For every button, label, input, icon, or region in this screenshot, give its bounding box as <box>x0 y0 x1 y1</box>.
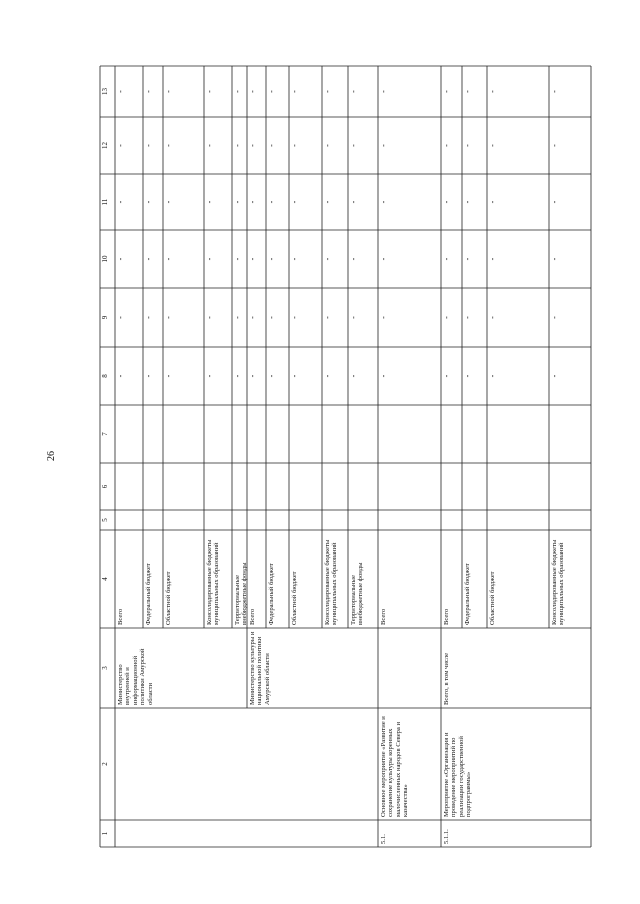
table-cell-source: Консолидированные бюджеты муниципальных образований <box>324 539 339 625</box>
table-cell-c8: - <box>205 374 214 378</box>
table-cell-c13: - <box>233 90 242 93</box>
table-cell-c11: - <box>323 200 332 204</box>
table-cell-c11: - <box>267 200 276 204</box>
table-cell-c10: - <box>323 257 332 261</box>
table-cell-c9: - <box>205 316 214 319</box>
column-header: 3 <box>101 666 109 670</box>
table-cell-c8: - <box>290 374 299 378</box>
table-cell-c10: - <box>488 257 497 261</box>
column-header: 13 <box>101 88 109 95</box>
table-cell-c13: - <box>550 90 559 93</box>
column-header: 9 <box>101 315 109 320</box>
table-cell-c13: - <box>267 90 276 93</box>
table-cell-c10: - <box>442 257 451 261</box>
table-cell-c8: - <box>349 374 358 378</box>
column-header: 12 <box>101 142 109 149</box>
table-cell-c8: - <box>248 374 257 378</box>
table-cell-c13: - <box>248 90 257 93</box>
table-cell-c13: - <box>442 90 451 93</box>
table-cell-executor: Министерство культуры и национальной политики Амурской области <box>249 631 271 705</box>
table-cell-c12: - <box>116 144 125 147</box>
column-header: 10 <box>101 255 109 263</box>
table-cell-c12: - <box>233 144 242 147</box>
table-cell-c10: - <box>379 257 388 261</box>
table-cell-c9: - <box>442 316 451 319</box>
table-cell-c8: - <box>164 374 173 378</box>
table-cell-c13: - <box>323 90 332 93</box>
table-cell-source: Областной бюджет <box>291 571 298 625</box>
table-cell-c10: - <box>463 257 472 261</box>
table-cell-c11: - <box>442 200 451 204</box>
table-cell-c12: - <box>349 144 358 147</box>
table-cell-c9: - <box>164 316 173 319</box>
table-cell-c11: - <box>164 200 173 204</box>
table-cell-c9: - <box>290 316 299 319</box>
table-cell-c10: - <box>164 257 173 261</box>
table-cell-source: Федеральный бюджет <box>145 563 152 625</box>
table-cell-c8: - <box>488 374 497 378</box>
table-cell-c12: - <box>290 144 299 147</box>
table-cell-c11: - <box>116 200 125 204</box>
table-cell-c12: - <box>164 144 173 147</box>
table-cell-c13: - <box>463 90 472 93</box>
table-cell-c9: - <box>349 316 358 319</box>
table-cell-measure: Мероприятие «Организация и проведение мероприятий по реализации государственной подпрограммы» <box>443 732 473 817</box>
table-cell-c9: - <box>144 316 153 319</box>
table-cell-c13: - <box>164 90 173 93</box>
table-cell-c10: - <box>267 257 276 261</box>
table-cell-c9: - <box>248 316 257 319</box>
table-cell-source: Всего <box>249 608 256 625</box>
table-cell-c10: - <box>233 257 242 261</box>
table-cell-c11: - <box>550 200 559 204</box>
table-cell-c8: - <box>116 374 125 378</box>
table-cell-c13: - <box>290 90 299 93</box>
table-cell-c12: - <box>267 144 276 147</box>
table-cell-c12: - <box>463 144 472 147</box>
table-cell-c11: - <box>233 200 242 204</box>
column-header: 1 <box>101 831 109 836</box>
table-cell-c9: - <box>550 316 559 319</box>
table-cell-c8: - <box>442 374 451 378</box>
table-cell-source: Всего <box>117 608 124 625</box>
table-cell-c12: - <box>205 144 214 147</box>
table-cell-c9: - <box>488 316 497 319</box>
table-cell-c11: - <box>349 200 358 204</box>
column-header: 11 <box>101 198 109 206</box>
table-cell-c10: - <box>349 257 358 261</box>
table-cell-c9: - <box>463 316 472 319</box>
table-cell-source: Федеральный бюджет <box>464 563 471 625</box>
table-cell-source: Федеральный бюджет <box>268 563 275 625</box>
table-cell-c8: - <box>550 374 559 378</box>
table-cell-c9: - <box>233 316 242 319</box>
table-cell-c12: - <box>248 144 257 147</box>
table-cell-c10: - <box>550 257 559 261</box>
table-cell-c11: - <box>205 200 214 204</box>
column-header: 2 <box>101 762 109 766</box>
table-cell-c10: - <box>248 257 257 261</box>
table-cell-c12: - <box>442 144 451 147</box>
table-cell-c10: - <box>116 257 125 261</box>
table-cell-source: Областной бюджет <box>489 571 496 625</box>
table-cell-c11: - <box>463 200 472 204</box>
table-cell-c12: - <box>550 144 559 147</box>
table-cell-c13: - <box>488 90 497 93</box>
table-cell-source: Всего <box>380 608 387 625</box>
table-cell-c8: - <box>463 374 472 378</box>
column-header: 8 <box>101 374 109 378</box>
table-cell-c12: - <box>488 144 497 147</box>
table-cell-measure: Основное мероприятие «Развитие и сохранение культуры коренных малочисленных народов Севера и казачества» <box>380 716 410 817</box>
column-header: 6 <box>101 484 109 489</box>
column-header: 4 <box>101 577 109 581</box>
table-cell-c8: - <box>267 374 276 378</box>
table-cell-c8: - <box>144 374 153 378</box>
table-cell-c10: - <box>144 257 153 261</box>
table-cell-c13: - <box>205 90 214 93</box>
table-cell-c11: - <box>379 200 388 204</box>
table-cell-c11: - <box>144 200 153 204</box>
table-cell-c13: - <box>116 90 125 93</box>
table-cell-source: Консолидированные бюджеты муниципальных образований <box>551 539 566 625</box>
table-cell-source: Территориальные внебюджетные фонды <box>350 562 365 625</box>
table-cell-num: 5.1. <box>380 834 387 844</box>
page-number: 26 <box>46 451 57 461</box>
table-cell-c10: - <box>205 257 214 261</box>
table-cell-source: Областной бюджет <box>165 571 172 625</box>
table-cell-c10: - <box>290 257 299 261</box>
table-cell-num: 5.1.1. <box>443 829 450 844</box>
table-cell-c8: - <box>233 374 242 378</box>
table-cell-c12: - <box>144 144 153 147</box>
table-cell-c9: - <box>323 316 332 319</box>
table-cell-c9: - <box>267 316 276 319</box>
table-cell-c8: - <box>323 374 332 378</box>
table-cell-c8: - <box>379 374 388 378</box>
column-header: 5 <box>101 518 109 522</box>
table-cell-source: Всего <box>443 608 450 625</box>
table-cell-c11: - <box>488 200 497 204</box>
table-cell-c13: - <box>144 90 153 93</box>
table-cell-c11: - <box>290 200 299 204</box>
table-cell-c12: - <box>323 144 332 147</box>
table-cell-executor: Министерство внутренней и информационной политики Амурской области <box>117 648 154 705</box>
table-cell-c9: - <box>379 316 388 319</box>
table-cell-c13: - <box>379 90 388 93</box>
column-header: 7 <box>101 432 109 436</box>
table-cell-c9: - <box>116 316 125 319</box>
table-cell-executor: Всего, в том числе <box>443 652 450 705</box>
table-cell-c12: - <box>379 144 388 147</box>
table-cell-source: Консолидированные бюджеты муниципальных образований <box>206 539 221 625</box>
table-cell-source: Территориальные внебюджетные фонды <box>234 562 249 625</box>
table-cell-c11: - <box>248 200 257 204</box>
table-cell-c13: - <box>349 90 358 93</box>
